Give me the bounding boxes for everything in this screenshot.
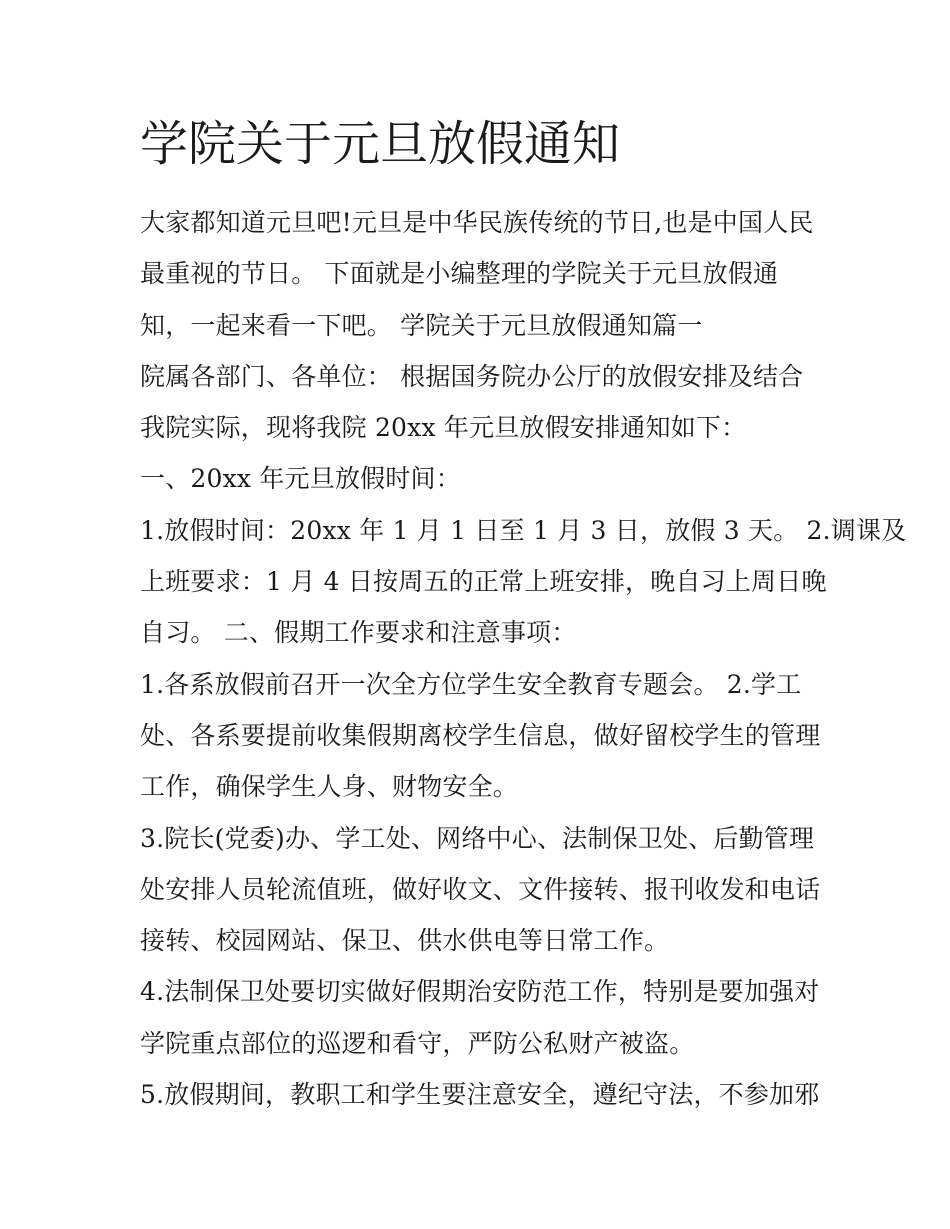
text-line: 上班要求：1 月 4 日按周五的正常上班安排，晚自习上周日晚 (140, 567, 827, 597)
text-line: 院属各部门、各单位： 根据国务院办公厅的放假安排及结合 (140, 361, 804, 391)
text-line: 处安排人员轮流值班，做好收文、文件接转、报刊收发和电话 (140, 874, 821, 904)
document-body (140, 197, 907, 1120)
text-line: 我院实际，现将我院 20xx 年元旦放假安排通知如下： (140, 413, 747, 443)
text-line: 5.放假期间，教职工和学生要注意安全，遵纪守法，不参加邪 (140, 1080, 820, 1110)
text-line: 知，一起来看一下吧。 学院关于元旦放假通知篇一 (140, 310, 703, 340)
text-line: 自习。 二、假期工作要求和注意事项： (140, 618, 577, 648)
text-line: 4.法制保卫处要切实做好假期治安防范工作，特别是要加强对 (140, 977, 820, 1007)
document-title: 学院关于元旦放假通知 (140, 116, 621, 172)
text-line: 大家都知道元旦吧!元旦是中华民族传统的节日,也是中国人民 (140, 208, 814, 237)
text-line: 1.各系放假前召开一次全方位学生安全教育专题会。 2.学工 (140, 669, 802, 699)
text-line: 1.放假时间：20xx 年 1 月 1 日至 1 月 3 日，放假 3 天。 2.调课及 (140, 515, 907, 545)
text-line: 3.院长(党委)办、学工处、网络中心、法制保卫处、后勤管理 (140, 823, 815, 853)
text-line: 工作，确保学生人身、财物安全。 (140, 772, 519, 802)
text-line: 一、20xx 年元旦放假时间： (140, 464, 461, 494)
text-line: 最重视的节日。 下面就是小编整理的学院关于元旦放假通 (140, 259, 779, 289)
text-line: 学院重点部位的巡逻和看守，严防公私财产被盗。 (140, 1028, 695, 1058)
text-line: 处、各系要提前收集假期离校学生信息，做好留校学生的管理 (140, 720, 821, 750)
text-line: 接转、校园网站、保卫、供水供电等日常工作。 (140, 926, 670, 956)
